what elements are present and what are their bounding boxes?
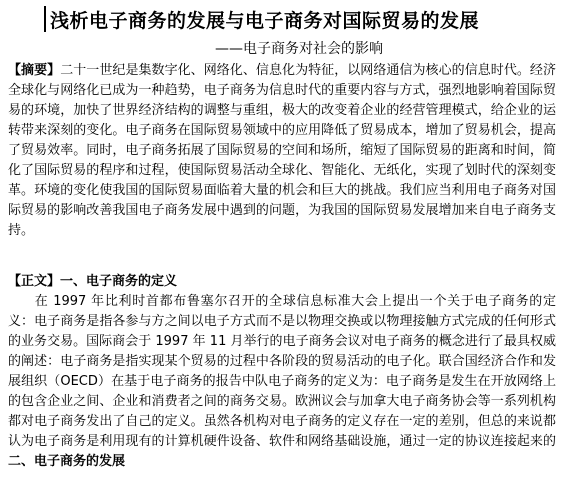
abstract-text: 二十一世纪是集数字化、网络化、信息化为特征，以网络通信为核心的信息时代。经济全球化与网络化已成为一种趋势，电子商务为信息时代的重要内容与方式，强烈地影响着国际贸易的环境，加快了世界经济结构的调整与重组，极大的改变着企业的经营管理模式，给企业的运转带来深刻的变化。电子商务在国际贸易领域中的应用降低了贸易成本，增加了贸易机会，提高了贸易效率。同时，电子商务拓展了国际贸易的空间和场所，缩短了国际贸易的距离和时间，简化了国际贸易的程序和过程，使国际贸易活动全球化、智能化、无纸化，实现了划时代的深刻变革。环境的变化使我国的国际贸易面临着大量的机会和巨大的挑战。我们应当利用电子商务对国际贸易的影响改善我国电子商务发展中遇到的问题，为我国的国际贸易发展增加来自电子商务支持。 [8, 63, 556, 238]
document-subtitle: ——电子商务对社会的影响 [215, 41, 383, 57]
title-bar [44, 6, 479, 32]
body-section [8, 272, 556, 448]
definition-text: 在 1997 年比利时首都布鲁塞尔召开的全球信息标准大会上提出一个关于电子商务的定义：电子商务是指各参与方之间以电子方式而不是以物理交换或以物理接触方式完成的任何形式的业务交易。国际商会于 1997 年 11 月举行的电子商务会议对电子商务的概念进行了最具权威的阐述：电子商务是指实现某个贸易的过程中各阶段的贸易活动的电子化。联合国经济合作和发展组织（OECD）在基于电子商务的报告中队电子商务的定义为：电子商务是发生在开放网络上的包含企业之间、企业和消费者之间的商务交易。欧洲议会与加拿大电子商务协会等一系列机构都对电子商务发出了自己的定义。虽然各机构对电子商务的定义存在一定的差别，但总的来说都认为电子商务是利用现有的计算机硬件设备、软件和网络基础设施，通过一定的协议连接起来的 [8, 294, 556, 448]
document-title: 浅析电子商务的发展与电子商务对国际贸易的发展 [50, 9, 480, 32]
section-heading-1 [8, 272, 556, 292]
heading-definition: 一、电子商务的定义 [60, 274, 178, 289]
body-label: 【正文】 [8, 274, 61, 289]
abstract-label: 【摘要】 [8, 63, 61, 78]
definition-paragraph [8, 292, 556, 448]
heading-development: 二、电子商务的发展 [8, 454, 126, 469]
abstract-paragraph [8, 61, 556, 239]
